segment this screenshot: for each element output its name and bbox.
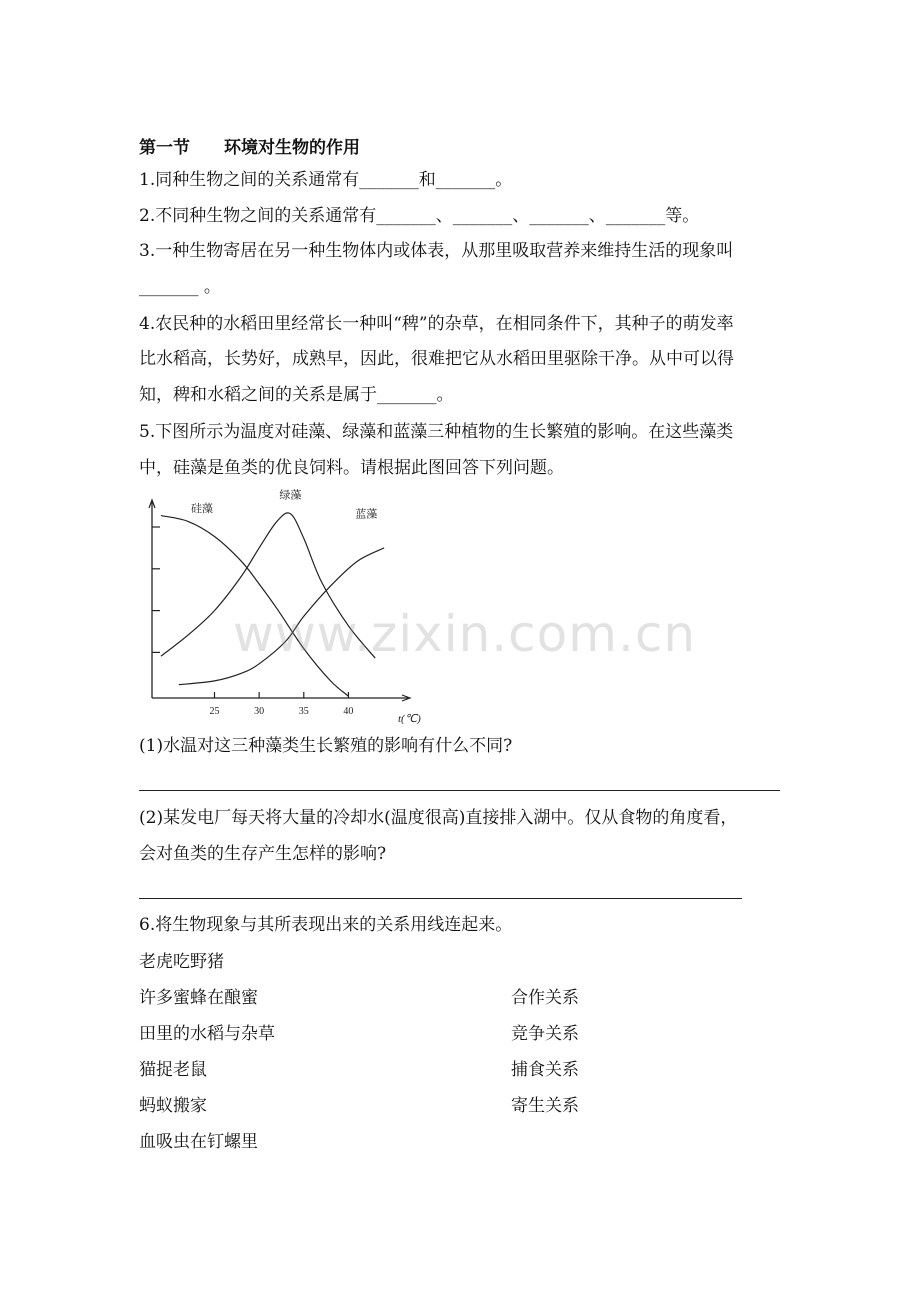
question-5-line-1: 5.下图所示为温度对硅藻、绿藻和蓝藻三种植物的生长繁殖的影响。在这些藻类 — [139, 422, 734, 442]
phenomenon-item[interactable]: 老虎吃野猪 — [139, 952, 224, 972]
phenomenon-item[interactable]: 田里的水稻与杂草 — [139, 1024, 275, 1044]
question-4-line-3: 知，稗和水稻之间的关系是属于_______。 — [139, 385, 454, 405]
series-label: 蓝藻 — [355, 507, 378, 521]
section-title: 第一节 环境对生物的作用 — [139, 138, 360, 158]
question-5-sub-2-line-1: (2)某发电厂每天将大量的冷却水(温度很高)直接排入湖中。仅从食物的角度看， — [139, 808, 738, 828]
series-label: 绿藻 — [279, 488, 302, 502]
question-6: 6.将生物现象与其所表现出来的关系用线连起来。 — [139, 915, 513, 935]
question-3-line-1: 3.一种生物寄居在另一种生物体内或体表，从那里吸取营养来维持生活的现象叫 — [139, 241, 734, 261]
question-4-line-2: 比水稻高，长势好，成熟早，因此，很难把它从水稻田里驱除干净。从中可以得 — [139, 349, 734, 369]
x-tick-label: 40 — [343, 706, 354, 717]
phenomenon-item[interactable]: 猫捉老鼠 — [139, 1060, 207, 1080]
relation-item[interactable]: 捕食关系 — [511, 1060, 579, 1080]
question-2: 2.不同种生物之间的关系通常有_______、_______、_______、_______等。 — [139, 206, 700, 226]
chart-axes — [149, 500, 410, 701]
relation-item[interactable]: 寄生关系 — [511, 1096, 579, 1116]
x-tick-label: 35 — [298, 706, 309, 717]
question-1: 1.同种生物之间的关系通常有_______和_______。 — [139, 170, 513, 190]
relation-item[interactable]: 竞争关系 — [511, 1024, 579, 1044]
question-5-line-2: 中，硅藻是鱼类的优良饲料。请根据此图回答下列问题。 — [139, 458, 564, 478]
answer-line-2[interactable] — [139, 898, 742, 899]
phenomenon-item[interactable]: 蚂蚁搬家 — [139, 1096, 207, 1116]
watermark: www.zixin.com.cn — [233, 605, 697, 663]
answer-line-1[interactable] — [139, 790, 780, 791]
question-5-sub-2-line-2: 会对鱼类的生存产生怎样的影响? — [139, 844, 387, 864]
x-tick-label: 25 — [209, 706, 220, 717]
series-label: 硅藻 — [191, 501, 213, 515]
phenomenon-item[interactable]: 血吸虫在钉螺里 — [139, 1132, 258, 1152]
phenomenon-item[interactable]: 许多蜜蜂在酿蜜 — [139, 988, 258, 1008]
x-tick-label: 30 — [254, 706, 265, 717]
question-3-line-2: _______ 。 — [139, 277, 221, 297]
x-axis-label: t(℃) — [398, 713, 421, 725]
question-5-sub-1: (1)水温对这三种藻类生长繁殖的影响有什么不同? — [139, 736, 513, 756]
question-4-line-1: 4.农民种的水稻田里经常长一种叫“稗”的杂草，在相同条件下，其种子的萌发率 — [139, 314, 734, 334]
relation-item[interactable]: 合作关系 — [511, 988, 579, 1008]
